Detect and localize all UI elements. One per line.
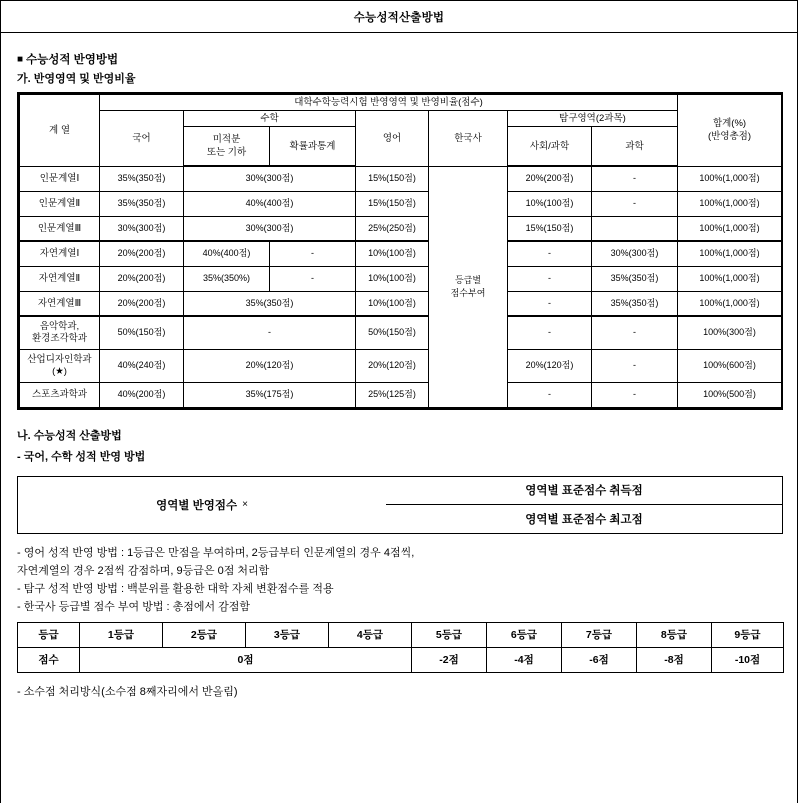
grade-header-row [18, 622, 784, 647]
row-korean: 20%(200점) [100, 291, 184, 316]
row-korean: 35%(350점) [100, 191, 184, 216]
reflection-ratio-table-wrap [17, 92, 783, 410]
score-grade-9: -10점 [712, 647, 784, 672]
row-math-merged: 35%(175점) [184, 382, 356, 407]
row-math-merged: 20%(120점) [184, 349, 356, 382]
table-row [20, 349, 782, 382]
row-inquiry-social: - [508, 291, 592, 316]
table-row [20, 266, 782, 291]
row-english: 10%(100점) [356, 266, 429, 291]
table-row [20, 191, 782, 216]
note-decimal-rounding: - 소수점 처리방식(소수점 8째자리에서 반올림) [17, 685, 238, 698]
header-english: 영어 [356, 111, 429, 167]
document-body [1, 33, 797, 701]
row-inquiry-social: 15%(150점) [508, 216, 592, 241]
row-math-merged: - [184, 316, 356, 349]
note-korean-history: - 한국사 등급별 점수 부여 방법 : 총점에서 감점함 [17, 600, 251, 613]
header-total [678, 95, 782, 167]
note-english-line2: 자연계열의 경우 2점씩 감점하며, 9등급은 0점 처리함 [17, 564, 270, 577]
row-total: 100%(1,000점) [678, 191, 782, 216]
row-series-name: 인문계열Ⅰ [20, 166, 100, 191]
grade-score-table [17, 622, 784, 673]
row-math-probability: - [270, 266, 356, 291]
row-total: 100%(1,000점) [678, 216, 782, 241]
header-math-calculus [184, 127, 270, 167]
row-korean: 35%(350점) [100, 166, 184, 191]
formula-denominator: 영역별 표준점수 최고점 [525, 513, 643, 526]
row-series-name: 자연계열Ⅱ [20, 266, 100, 291]
table-row [20, 316, 782, 349]
row-inquiry-social: - [508, 382, 592, 407]
row-english: 15%(150점) [356, 191, 429, 216]
header-korean-history: 한국사 [429, 111, 508, 167]
row-series-name [20, 316, 100, 349]
table-row [20, 291, 782, 316]
score-row-label: 점수 [18, 647, 80, 672]
row-series-name: 자연계열Ⅰ [20, 241, 100, 266]
row-series-name: 스포츠과학과 [20, 382, 100, 407]
table-row [20, 382, 782, 407]
header-inquiry-social: 사회/과학 [508, 127, 592, 167]
table-row [20, 241, 782, 266]
header-inquiry-science: 과학 [592, 127, 678, 167]
row-series-name: 인문계열Ⅱ [20, 191, 100, 216]
row-inquiry-social: - [508, 241, 592, 266]
grade-col-9: 9등급 [712, 622, 784, 647]
header-math-calculus-line1: 미적분 [212, 134, 241, 145]
row-english: 10%(100점) [356, 291, 429, 316]
grade-row-label: 등급 [18, 622, 80, 647]
row-english: 25%(250점) [356, 216, 429, 241]
row-series-name-line1: 산업디자인학과 [27, 353, 92, 365]
row-total: 100%(1,000점) [678, 291, 782, 316]
note-english-line1: - 영어 성적 반영 방법 : 1등급은 만점을 부여하며, 2등급부터 인문계열의 경우 4점씩, [17, 546, 415, 559]
header-total-line1: 합계(%) [712, 118, 747, 130]
document-title-bar [1, 0, 797, 33]
formula-fraction [386, 477, 782, 533]
grade-col-6: 6등급 [487, 622, 562, 647]
table-row [20, 216, 782, 241]
row-korean: 20%(200점) [100, 266, 184, 291]
row-total: 100%(500점) [678, 382, 782, 407]
header-korean: 국어 [100, 111, 184, 167]
grade-col-8: 8등급 [637, 622, 712, 647]
score-grade-5: -2점 [412, 647, 487, 672]
score-grade-7: -6점 [562, 647, 637, 672]
header-series: 계 열 [20, 95, 100, 167]
row-korean-history [429, 166, 508, 407]
section-b-heading: 나. 수능성적 산출방법 [17, 429, 122, 442]
row-english: 50%(150점) [356, 316, 429, 349]
row-inquiry-science: 30%(300점) [592, 241, 678, 266]
row-korean: 40%(240점) [100, 349, 184, 382]
row-total: 100%(1,000점) [678, 266, 782, 291]
row-english: 15%(150점) [356, 166, 429, 191]
header-math: 수학 [184, 111, 356, 127]
row-inquiry-social: 20%(120점) [508, 349, 592, 382]
row-inquiry-science: - [592, 191, 678, 216]
row-math-merged: 40%(400점) [184, 191, 356, 216]
grade-col-3: 3등급 [246, 622, 329, 647]
grade-col-4: 4등급 [329, 622, 412, 647]
header-total-line2: (반영총점) [707, 131, 752, 143]
row-total: 100%(1,000점) [678, 166, 782, 191]
formula-left-term [18, 477, 386, 533]
row-inquiry-science: - [592, 382, 678, 407]
section-a-heading [17, 51, 781, 69]
row-korean: 50%(150점) [100, 316, 184, 349]
row-inquiry-science: - [592, 316, 678, 349]
row-inquiry-science: 35%(350점) [592, 266, 678, 291]
row-english: 10%(100점) [356, 241, 429, 266]
row-inquiry-science [592, 216, 678, 241]
header-inquiry-group: 탐구영역(2과목) [508, 111, 678, 127]
row-math-probability: - [270, 241, 356, 266]
row-total: 100%(600점) [678, 349, 782, 382]
row-math-merged: 30%(300점) [184, 216, 356, 241]
row-series-name: 인문계열Ⅲ [20, 216, 100, 241]
row-total: 100%(1,000점) [678, 241, 782, 266]
formula-left-label: 영역별 반영점수 [156, 499, 238, 512]
row-english: 20%(120점) [356, 349, 429, 382]
row-series-name-line2: 환경조각학과 [31, 332, 88, 344]
grade-col-1: 1등급 [80, 622, 163, 647]
note-inquiry: - 탐구 성적 반영 방법 : 백분위를 활용한 대학 자체 변환점수를 적용 [17, 582, 334, 595]
formula-numerator: 영역별 표준점수 취득점 [386, 477, 782, 506]
row-english: 25%(125점) [356, 382, 429, 407]
row-inquiry-science: - [592, 349, 678, 382]
row-math-calculus: 35%(350%) [184, 266, 270, 291]
table-header [20, 95, 782, 167]
row-korean: 30%(300점) [100, 216, 184, 241]
grade-col-7: 7등급 [562, 622, 637, 647]
table-row [20, 166, 782, 191]
grade-score-row [18, 647, 784, 672]
section-b-subheading: - 국어, 수학 성적 반영 방법 [17, 450, 146, 463]
score-grade-6: -4점 [487, 647, 562, 672]
section-a-subheading: 가. 반영영역 및 반영비율 [17, 73, 136, 85]
score-grade-8: -8점 [637, 647, 712, 672]
row-korean: 20%(200점) [100, 241, 184, 266]
row-math-merged: 30%(300점) [184, 166, 356, 191]
page-title: 수능성적산출방법 [353, 11, 445, 24]
grade-col-2: 2등급 [163, 622, 246, 647]
row-math-calculus: 40%(400점) [184, 241, 270, 266]
row-series-name-line1: 음악학과, [39, 320, 80, 332]
row-inquiry-social: - [508, 316, 592, 349]
row-inquiry-science: - [592, 166, 678, 191]
korean-history-line1: 등급별 [454, 274, 482, 285]
reflection-ratio-table [19, 94, 782, 408]
table-body [20, 166, 782, 407]
formula-multiply-icon: × [242, 499, 248, 510]
row-inquiry-social: - [508, 266, 592, 291]
row-series-name-line2: (★) [52, 365, 67, 377]
row-inquiry-social: 10%(100점) [508, 191, 592, 216]
section-a-heading-label: 수능성적 반영방법 [26, 54, 119, 66]
header-csat-group: 대학수학능력시험 반영영역 및 반영비율(점수) [100, 95, 678, 111]
row-total: 100%(300점) [678, 316, 782, 349]
row-inquiry-social: 20%(200점) [508, 166, 592, 191]
header-math-calculus-line2: 또는 기하 [206, 147, 247, 158]
row-series-name: 자연계열Ⅲ [20, 291, 100, 316]
grade-col-5: 5등급 [412, 622, 487, 647]
row-math-merged: 35%(350점) [184, 291, 356, 316]
score-merged-1-4: 0점 [80, 647, 412, 672]
korean-history-line2: 점수부여 [450, 287, 486, 298]
square-bullet-icon: ■ [17, 54, 24, 65]
row-korean: 40%(200점) [100, 382, 184, 407]
row-inquiry-science: 35%(350점) [592, 291, 678, 316]
score-formula-box [17, 476, 783, 534]
row-series-name [20, 349, 100, 382]
header-math-probability: 확률과통계 [270, 127, 356, 167]
